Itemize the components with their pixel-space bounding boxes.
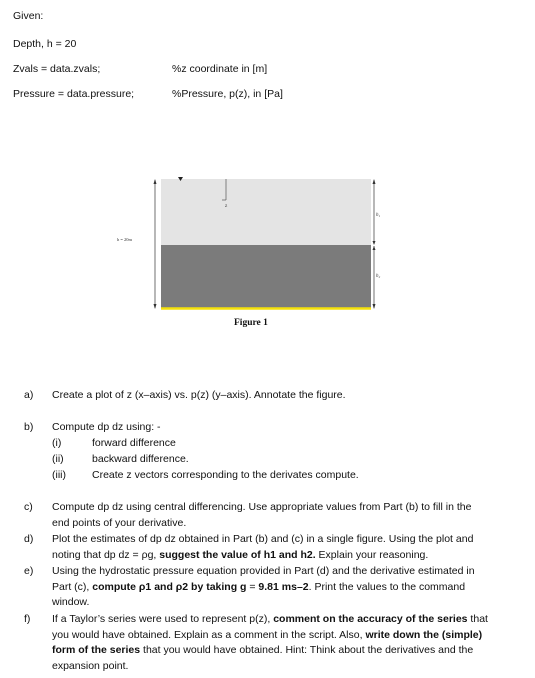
zvals-code: Zvals = data.zvals;	[13, 63, 101, 75]
arrow-down-icon	[154, 304, 157, 309]
bold-text: comment on the accuracy of the series	[273, 613, 468, 625]
line: Explain your reasoning.	[315, 548, 429, 561]
upper-fluid-layer	[161, 179, 371, 245]
bold-text: compute ρ1 and ρ2 by taking g	[92, 580, 247, 593]
arrow-up-icon	[373, 246, 376, 250]
question-label: d)	[24, 533, 34, 545]
question-label: e)	[24, 565, 34, 577]
sub-item-text: Create z vectors corresponding to the derivates compute.	[92, 469, 359, 481]
question-text	[52, 612, 512, 674]
line: noting that dp dz = ρg,	[52, 548, 160, 561]
line: that you would have obtained. Hint: Think about the derivatives and the	[140, 644, 474, 656]
bold-text: write down the (simple)	[365, 628, 483, 641]
line: you would have obtained. Explain as a comment in the script. Also,	[52, 628, 366, 641]
figure-caption: Figure 1	[234, 318, 268, 328]
question-label: b)	[24, 421, 34, 433]
lower-fluid-layer	[161, 245, 371, 308]
line: If a Taylor’s series were used to represent p(z),	[52, 613, 274, 625]
bold-text: form of the series	[52, 644, 141, 656]
question-text	[52, 532, 512, 563]
line: Compute dp dz using central differencing. Use appropriate values from Part (b) to fill in the	[52, 501, 472, 513]
question-text	[52, 500, 512, 531]
bold-text: suggest the value of h1 and h2.	[159, 548, 316, 561]
line: window.	[52, 596, 90, 608]
line: expansion point.	[52, 659, 129, 672]
question-label: f)	[24, 613, 31, 625]
depth-line: Depth, h = 20	[13, 38, 77, 50]
zvals-comment: %z coordinate in [m]	[172, 63, 268, 75]
sub-item-number: (i)	[52, 437, 62, 449]
line: Using the hydrostatic pressure equation provided in Part (d) and the derivative estimated in	[52, 565, 475, 577]
sub-item-text: backward difference.	[92, 453, 189, 465]
h1-label: h₁	[376, 213, 381, 218]
question-label: c)	[24, 501, 33, 513]
line: that	[467, 613, 488, 625]
line: Part (c),	[52, 580, 93, 593]
figure-diagram	[145, 170, 385, 330]
question-text: Compute dp dz using: -	[52, 421, 161, 433]
z-label: z	[225, 204, 228, 209]
pressure-code: Pressure = data.pressure;	[13, 88, 135, 100]
sub-item-number: (ii)	[52, 453, 64, 465]
sub-item-text: forward difference	[92, 437, 176, 449]
line: end points of your derivative.	[52, 516, 187, 529]
line: =	[246, 580, 259, 593]
h2-label: h₂	[376, 274, 381, 279]
arrow-up-icon	[373, 179, 376, 184]
arrow-down-icon	[373, 241, 376, 245]
bold-text: 9.81 ms–2	[258, 580, 309, 593]
sub-item-number: (iii)	[52, 469, 66, 481]
question-text: Create a plot of z (x–axis) vs. p(z) (y–axis). Annotate the figure.	[52, 389, 346, 401]
depth-label: h = 20m	[117, 237, 133, 242]
pressure-comment: %Pressure, p(z), in [Pa]	[172, 88, 283, 100]
arrow-up-icon	[154, 179, 157, 184]
line: . Print the values to the command	[308, 580, 466, 593]
question-text	[52, 564, 512, 611]
question-label: a)	[24, 389, 34, 401]
line: Plot the estimates of dp dz obtained in Part (b) and (c) in a single figure. Using the plot and	[52, 533, 474, 545]
given-heading: Given:	[13, 10, 44, 22]
arrow-down-icon	[373, 304, 376, 309]
